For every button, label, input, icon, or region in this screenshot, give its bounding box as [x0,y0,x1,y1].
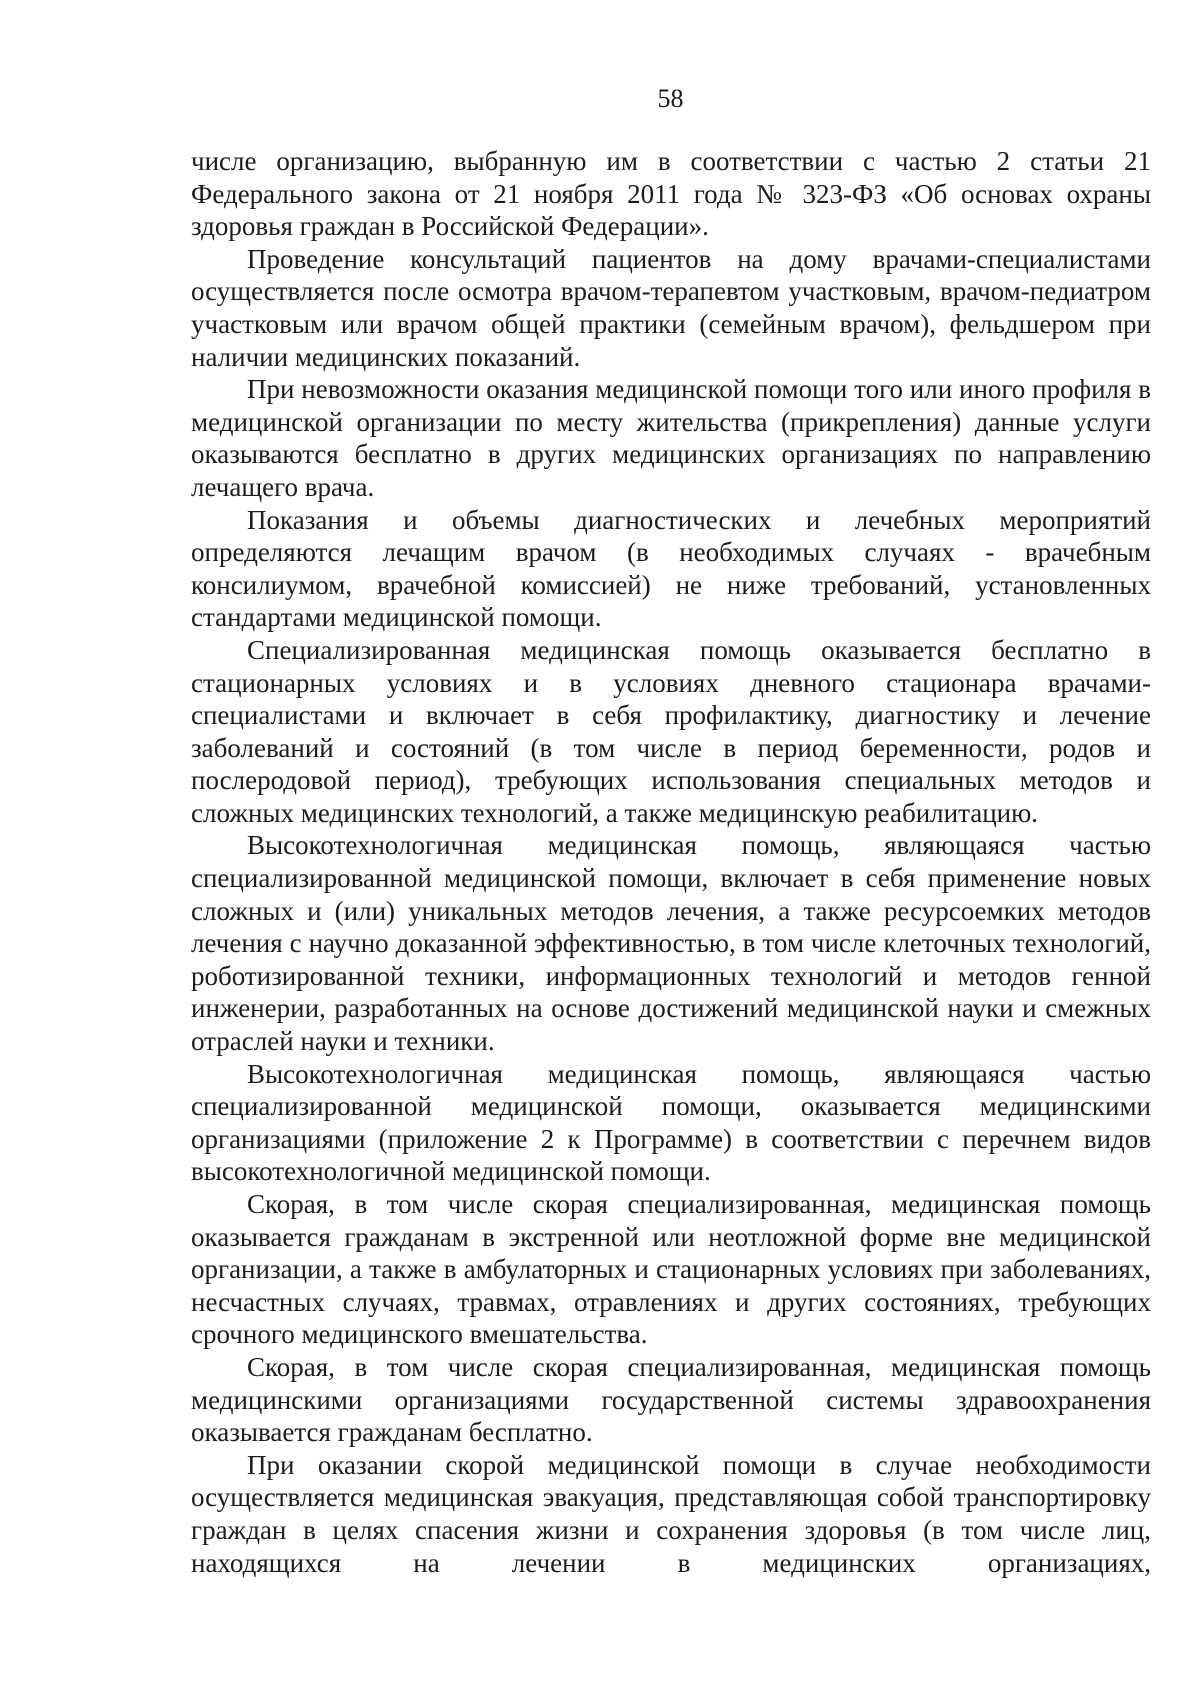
page-number: 58 [657,84,684,113]
document-body [191,145,1151,1579]
paragraph-medical-evacuation: При оказании скорой медицинской помощи в случае необходимости осуществляется медицинская эвакуация, представляющая собой транспортировку граждан в целях спасения жизни и сохранения здоровья (в том числе лиц, находящихся на лечении в медицинских организациях, [191,1449,1151,1578]
paragraph-high-tech-care-definition: Высокотехнологичная медицинская помощь, являющаяся частью специализированной медицинской помощи, включает в себя применение новых сложных и (или) уникальных методов лечения, а также ресурсоемких методов лечения с научно доказанной эффективностью, в том числе клеточных технологий, роботизированной техники, информационных технологий и методов генной инженерии, разработанных на основе достижений медицинской науки и смежных отраслей науки и техники. [191,830,1151,1057]
paragraph-emergency-care-free: Скорая, в том числе скорая специализированная, медицинская помощь медицинскими организациями государственной системы здравоохранения оказывается гражданам бесплатно. [191,1351,1151,1448]
paragraph-home-consultations: Проведение консультаций пациентов на дому врачами-специалистами осуществляется после осмотра врачом-терапевтом участковым, врачом-педиатром участковым или врачом общей практики (семейным врачом), фельдшером при наличии медицинских показаний. [191,243,1151,372]
paragraph-referral: При невозможности оказания медицинской помощи того или иного профиля в медицинской организации по месту жительства (прикрепления) данные услуги оказываются бесплатно в других медицинских организациях по направлению лечащего врача. [191,374,1151,502]
paragraph-emergency-care: Скорая, в том числе скорая специализированная, медицинская помощь оказывается гражданам в экстренной или неотложной форме вне медицинской организации, а также в амбулаторных и стационарных условиях при заболеваниях, несчастных случаях, травмах, отравлениях и других состояниях, требующих срочного медицинского вмешательства. [191,1189,1151,1350]
paragraph-specialized-care: Специализированная медицинская помощь оказывается бесплатно в стационарных условиях и в условиях дневного стационара врачами-специалистами и включает в себя профилактику, диагностику и лечение заболеваний и состояний (в том числе в период беременности, родов и послеродовой период), требующих использования специальных методов и сложных медицинских технологий, а также медицинскую реабилитацию. [191,634,1151,828]
paragraph-continuation: числе организацию, выбранную им в соответствии с частью 2 статьи 21 Федерального закона от 21 ноября 2011 года № 323-ФЗ «Об основах охраны здоровья граждан в Российской Федерации». [191,146,1151,242]
paragraph-high-tech-care-providers: Высокотехнологичная медицинская помощь, являющаяся частью специализированной медицинской помощи, оказывается медицинскими организациями (приложение 2 к Программе) в соответствии с перечнем видов высокотехнологичной медицинской помощи. [191,1058,1151,1187]
paragraph-indications: Показания и объемы диагностических и лечебных мероприятий определяются лечащим врачом (в необходимых случаях - врачебным консилиумом, врачебной комиссией) не ниже требований, установленных стандартами медицинской помощи. [191,504,1151,633]
